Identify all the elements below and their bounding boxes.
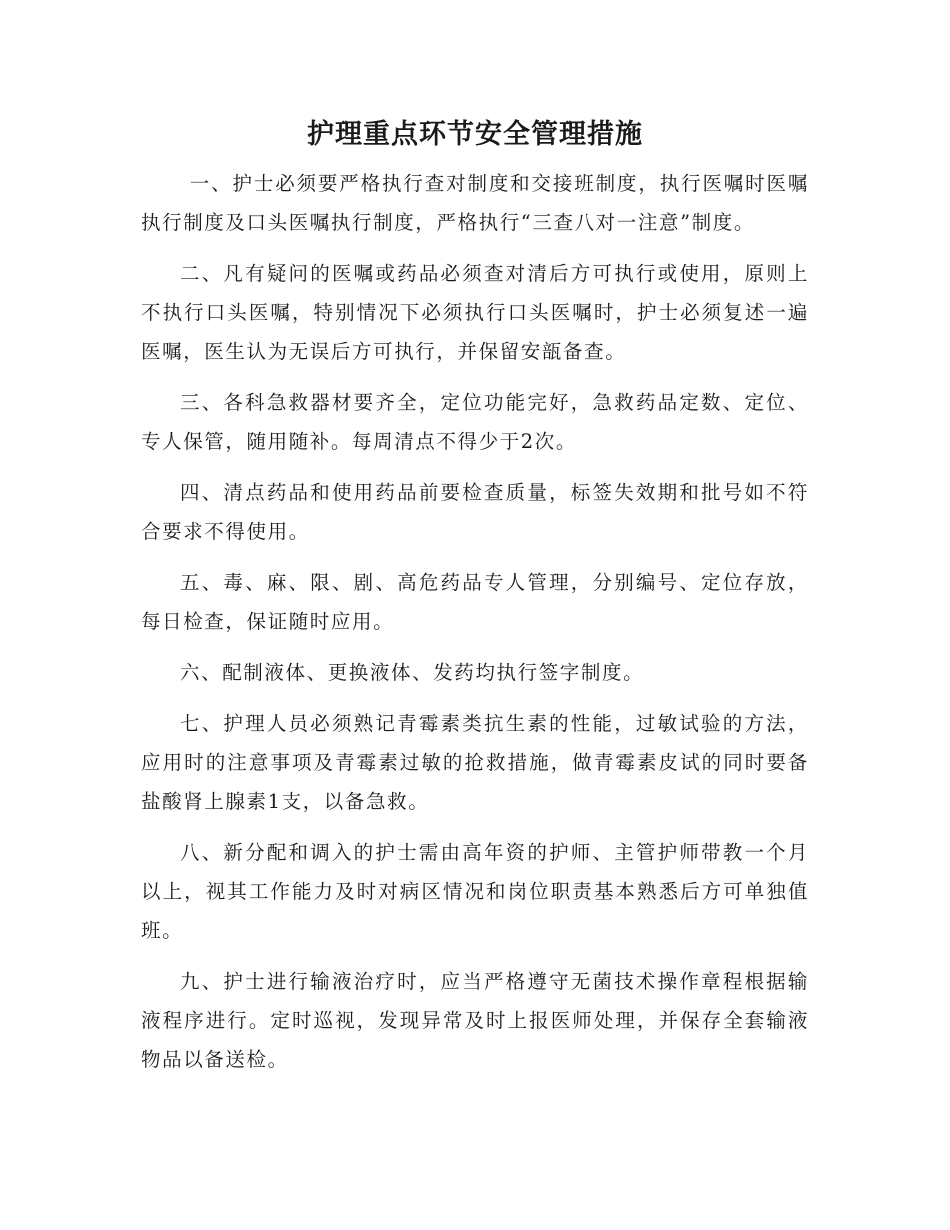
paragraph-9: 九、护士进行输液治疗时，应当严格遵守无菌技术操作章程根据输液程序进行。定时巡视，发现异常及时上报医师处理，并保存全套输液物品以备送检。: [141, 970, 809, 1071]
paragraph-6: 六、配制液体、更换液体、发药均执行签字制度。: [180, 661, 645, 684]
paragraph-5: 五、毒、麻、限、剧、高危药品专人管理，分别编号、定位存放，每日检查，保证随时应用。: [141, 571, 809, 633]
paragraph-7: 七、护理人员必须熟记青霉素类抗生素的性能，过敏试验的方法，应用时的注意事项及青霉素过敏的抢救措施，做青霉素皮试的同时要备盐酸肾上腺素1支，以备急救。: [141, 712, 809, 813]
paragraph-2: 二、凡有疑问的医嘱或药品必须查对清后方可执行或使用，原则上不执行口头医嘱，特别情况下必须执行口头医嘱时，护士必须复述一遍医嘱，医生认为无误后方可执行，并保留安瓿备查。: [141, 262, 809, 363]
paragraph-1: 一、护士必须要严格执行查对制度和交接班制度，执行医嘱时医嘱执行制度及口头医嘱执行制度，严格执行“三查八对一注意”制度。: [141, 172, 809, 234]
paragraph-4: 四、清点药品和使用药品前要检查质量，标签失效期和批号如不符合要求不得使用。: [141, 481, 809, 543]
paragraph-3: 三、各科急救器材要齐全，定位功能完好，急救药品定数、定位、专人保管，随用随补。每周清点不得少于2次。: [141, 391, 809, 453]
document-title: 护理重点环节安全管理措施: [307, 119, 643, 150]
paragraph-8: 八、新分配和调入的护士需由高年资的护师、主管护师带教一个月以上，视其工作能力及时对病区情况和岗位职责基本熟悉后方可单独值班。: [141, 841, 809, 942]
document-body: [141, 164, 809, 1091]
